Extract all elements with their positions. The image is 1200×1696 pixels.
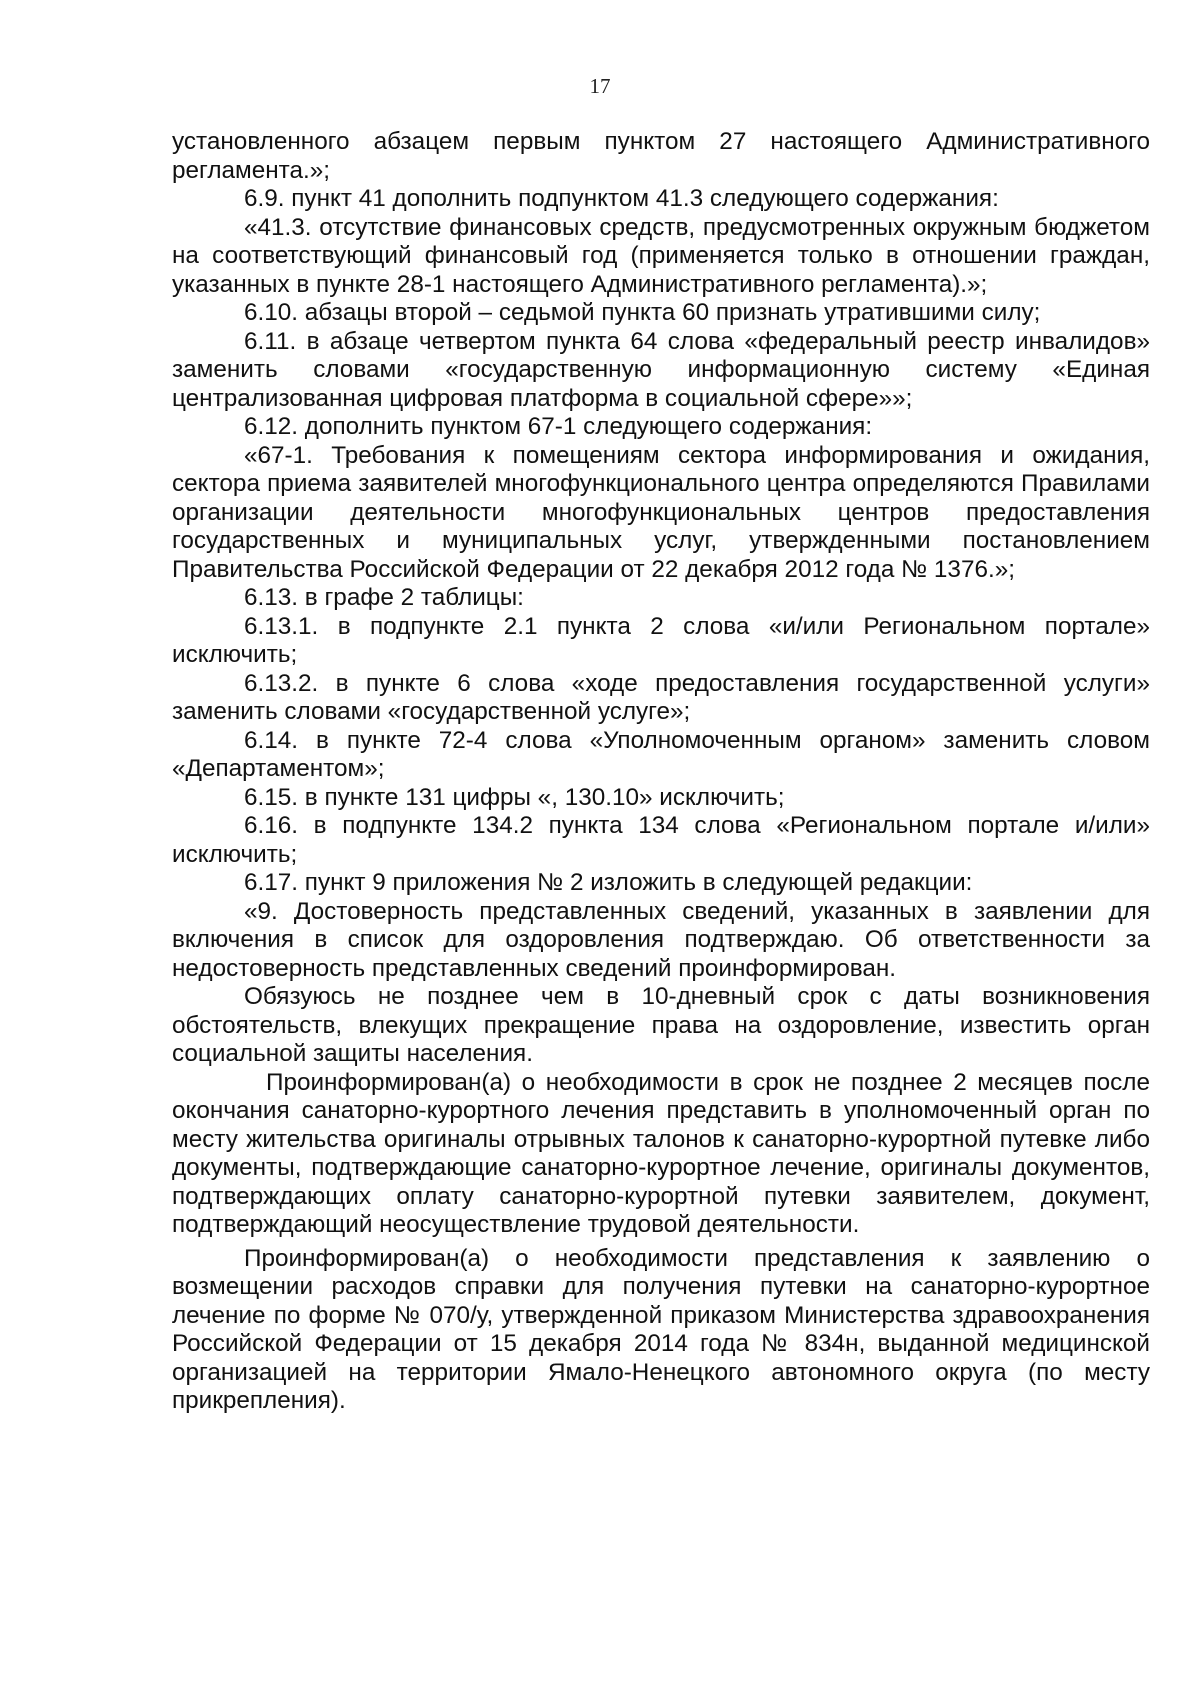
paragraph-informed-certificate: Проинформирован(а) о необходимости представления к заявлению о возмещении расходов справки для получения путевки на санаторно-курортное лечение по форме № 070/у, утвержденной приказом Министерства здравоохранения Российской Федерации от 15 декабря 2014 года № 834н, выданной медицинской организацией на территории Ямало-Ненецкого автономного округа (по месту прикрепления).	[172, 1244, 1150, 1414]
paragraph-item-6-10: 6.10. абзацы второй – седьмой пункта 60 признать утратившими силу;	[244, 299, 1041, 326]
paragraph-obligation: Обязуюсь не позднее чем в 10-дневный срок с даты возникновения обстоятельств, влекущих прекращение права на оздоровление, известить орган социальной защиты населения.	[172, 983, 1150, 1067]
paragraph-item-6-14: 6.14. в пункте 72-4 слова «Уполномоченным органом» заменить словом «Департаментом»;	[172, 726, 1150, 782]
paragraph-item-6-13: 6.13. в графе 2 таблицы:	[244, 584, 524, 611]
paragraph-item-6-11: 6.11. в абзаце четвертом пункта 64 слова «федеральный реестр инвалидов» заменить словами «государственную информационную систему «Единая централизованная цифровая платформа в социальной сфере»»;	[172, 327, 1150, 412]
page-number: 17	[589, 74, 611, 98]
paragraph-item-6-12: 6.12. дополнить пунктом 67-1 следующего содержания:	[244, 413, 873, 440]
paragraph-continuation: установленного абзацем первым пунктом 27 настоящего Административного регламента.»;	[172, 128, 1150, 184]
paragraph-quote-41-3: «41.3. отсутствие финансовых средств, предусмотренных окружным бюджетом на соответствующий финансовый год (применяется только в отношении граждан, указанных в пункте 28-1 настоящего Административного регламента).»;	[172, 213, 1150, 298]
paragraph-quote-67-1: «67-1. Требования к помещениям сектора информирования и ожидания, сектора приема заявителей многофункционального центра определяются Правилами организации деятельности многофункциональных центров предоставления государственных и муниципальных услуг, утвержденными постановлением Правительства Российской Федерации от 22 декабря 2012 года № 1376.»;	[172, 441, 1150, 583]
paragraph-item-6-13-2: 6.13.2. в пункте 6 слова «ходе предоставления государственной услуги» заменить словами «государственной услуге»;	[172, 669, 1150, 725]
document-body	[172, 128, 1150, 1416]
paragraph-item-6-13-1: 6.13.1. в подпункте 2.1 пункта 2 слова «и/или Региональном портале» исключить;	[172, 612, 1150, 668]
paragraph-quote-9: «9. Достоверность представленных сведений, указанных в заявлении для включения в список для оздоровления подтверждаю. Об ответственности за недостоверность представленных сведений проинформирован.	[172, 897, 1150, 982]
paragraph-item-6-16: 6.16. в подпункте 134.2 пункта 134 слова «Региональном портале и/или» исключить;	[172, 812, 1150, 868]
paragraph-informed-sanatorium: Проинформирован(а) о необходимости в срок не позднее 2 месяцев после окончания санаторно-курортного лечения представить в уполномоченный орган по месту жительства оригиналы отрывных талонов к санаторно-курортной путевке либо документы, подтверждающие санаторно-курортное лечение, оригиналы документов, подтверждающих оплату санаторно-курортной путевки заявителем, документ, подтверждающий неосуществление трудовой деятельности.	[172, 1068, 1150, 1238]
paragraph-item-6-9: 6.9. пункт 41 дополнить подпунктом 41.3 следующего содержания:	[244, 185, 999, 212]
paragraph-item-6-15: 6.15. в пункте 131 цифры «, 130.10» исключить;	[244, 783, 785, 811]
paragraph-item-6-17: 6.17. пункт 9 приложения № 2 изложить в следующей редакции:	[244, 869, 973, 896]
